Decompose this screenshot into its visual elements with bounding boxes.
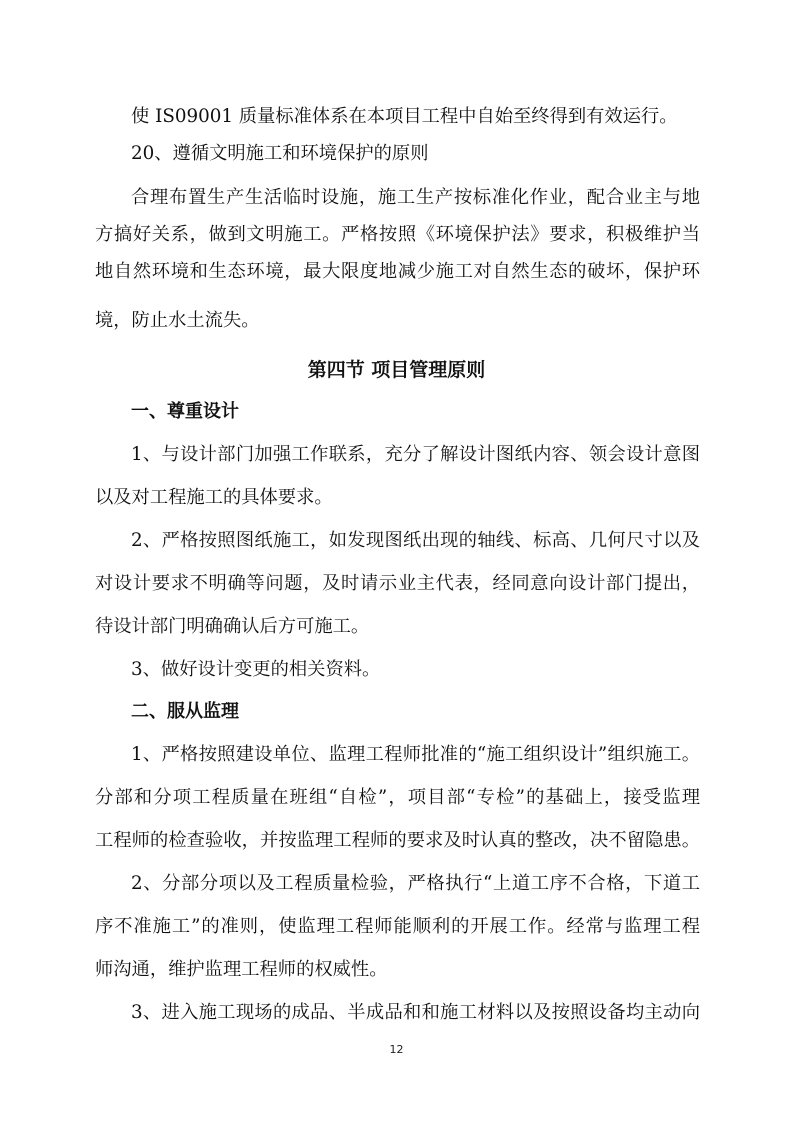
paragraph-line: 地自然环境和生态环境，最大限度地减少施工对自然生态的破坏，保护环 <box>95 261 700 282</box>
subsection-heading-respect-design: 一、尊重设计 <box>131 401 239 422</box>
paragraph-line: 2、严格按照图纸施工，如发现图纸出现的轴线、标高、几何尺寸以及 <box>131 530 700 551</box>
paragraph-line: 工程师的检查验收，并按监理工程师的要求及时认真的整改，决不留隐患。 <box>95 830 700 851</box>
paragraph-line: 师沟通，维护监理工程师的权威性。 <box>95 959 388 980</box>
paragraph-line: 分部和分项工程质量在班组“自检”，项目部“专检”的基础上，接受监理 <box>95 787 700 808</box>
paragraph-line: 待设计部门明确确认后方可施工。 <box>95 616 370 637</box>
paragraph-line: 2、分部分项以及工程质量检验，严格执行“上道工序不合格，下道工 <box>131 873 700 894</box>
paragraph-heading-line: 20、遵循文明施工和环境保护的原则 <box>131 143 429 164</box>
subsection-heading-obey-supervision: 二、服从监理 <box>131 701 239 722</box>
paragraph-line: 以及对工程施工的具体要求。 <box>95 487 333 508</box>
page-number: 12 <box>389 1043 404 1056</box>
paragraph-line: 合理布置生产生活临时设施，施工生产按标准化作业，配合业主与地 <box>131 187 700 208</box>
paragraph-line: 1、严格按照建设单位、监理工程师批准的“施工组织设计”组织施工。 <box>131 744 700 765</box>
paragraph-line: 方搞好关系，做到文明施工。严格按照《环境保护法》要求，积极维护当 <box>95 224 700 245</box>
paragraph-line: 3、做好设计变更的相关资料。 <box>131 659 381 680</box>
paragraph-line: 境，防止水土流失。 <box>95 310 260 331</box>
paragraph-line: 3、进入施工现场的成品、半成品和和施工材料以及按照设备均主动向 <box>131 1002 700 1023</box>
paragraph-line: 序不准施工”的准则，使监理工程师能顺利的开展工作。经常与监理工程 <box>95 916 700 937</box>
paragraph-line: 使 IS09001 质量标准体系在本项目工程中自始至终得到有效运行。 <box>131 106 678 127</box>
paragraph-line: 1、与设计部门加强工作联系，充分了解设计图纸内容、领会设计意图 <box>131 444 700 465</box>
section-title: 第四节 项目管理原则 <box>307 359 486 381</box>
paragraph-line: 对设计要求不明确等问题，及时请示业主代表，经同意向设计部门提出， <box>95 573 700 594</box>
